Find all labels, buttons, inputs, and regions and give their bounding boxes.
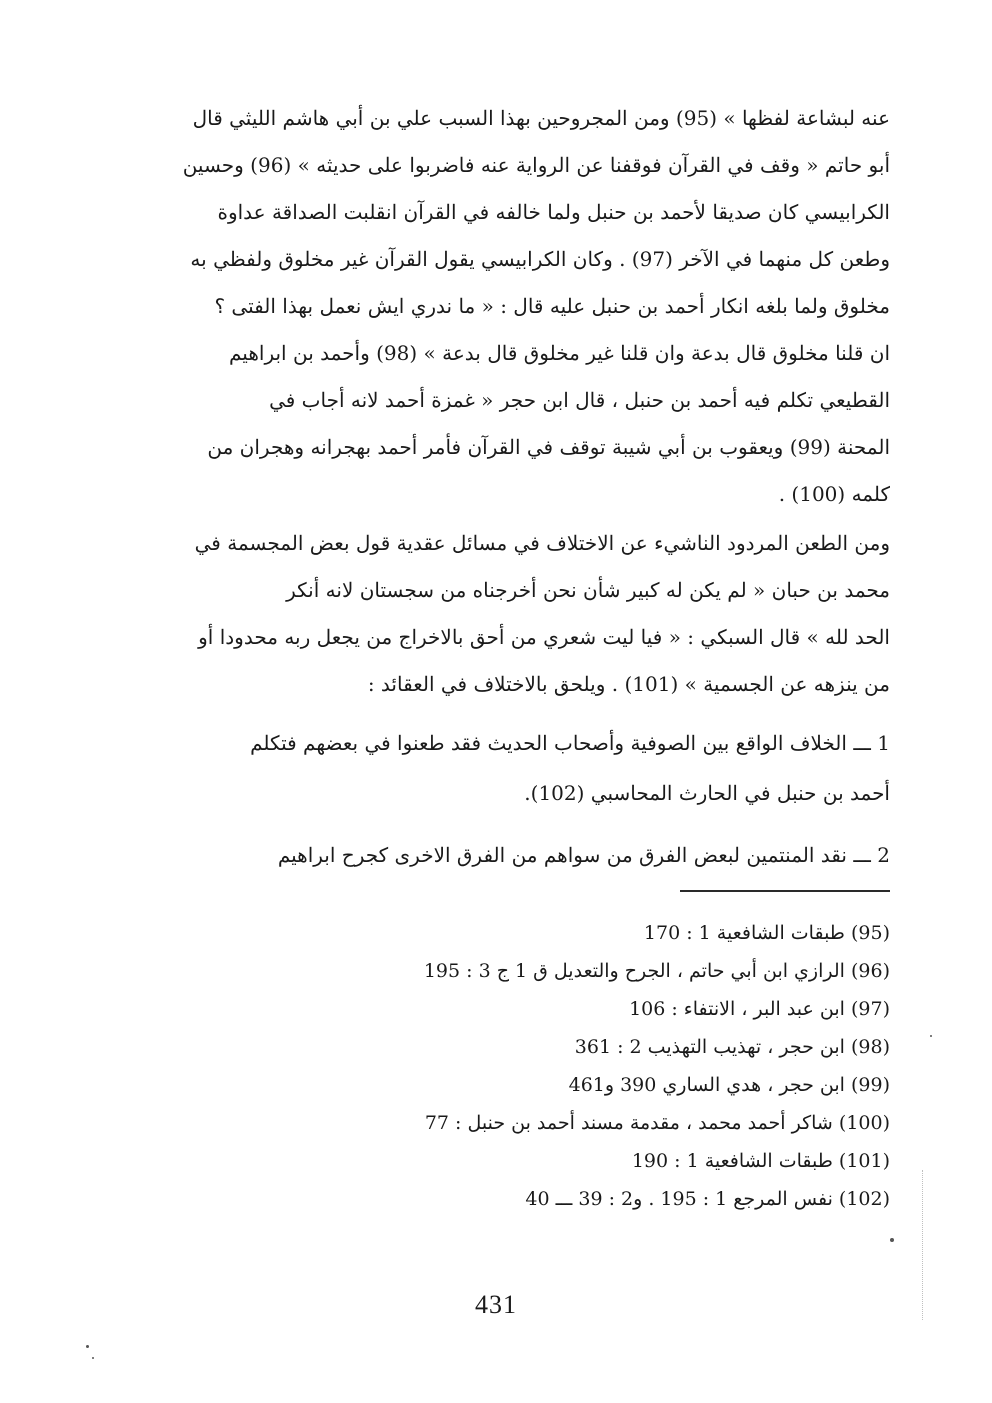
paragraph-2 bbox=[112, 520, 890, 708]
text-line: الحد لله » قال السبكي : « فيا ليت شعري من أحق بالاخراج من يجعل ربه محدودا أو bbox=[198, 625, 890, 649]
text-line: مخلوق ولما بلغه انكار أحمد بن حنبل عليه قال : « ما ندري ايش نعمل بهذا الفتى ؟ bbox=[214, 294, 890, 318]
scan-speck bbox=[86, 1345, 89, 1348]
paragraph-1 bbox=[112, 95, 890, 518]
text-line: محمد بن حبان « لم يكن له كبير شأن نحن أخرجناه من سجستان لانه أنكر bbox=[286, 578, 890, 602]
text-line: الكرابيسي كان صديقا لأحمد بن حنبل ولما خالفه في القرآن انقلبت الصداقة عداوة bbox=[217, 200, 890, 224]
text-line: 2 ـــ نقد المنتمين لبعض الفرق من سواهم من الفرق الاخرى كجرح ابراهيم bbox=[277, 843, 890, 867]
scan-speck bbox=[930, 1035, 932, 1037]
text-line: عنه لبشاعة لفظها » (95) ومن المجروحين بهذا السبب علي بن أبي هاشم الليثي قال bbox=[192, 106, 890, 130]
footnote-97: (97) ابن عبد البر ، الانتفاء : 106 bbox=[629, 998, 890, 1020]
text-line: أبو حاتم « وقف في القرآن فوقفنا عن الرواية عنه فاضربوا على حديثه » (96) وحسين bbox=[182, 153, 890, 177]
text-line: كلمه (100) . bbox=[778, 482, 890, 506]
scan-speck bbox=[890, 1238, 894, 1242]
footnote-separator bbox=[680, 890, 890, 892]
text-line: أحمد بن حنبل في الحارث المحاسبي (102). bbox=[524, 781, 890, 805]
scan-edge-artifact bbox=[922, 1170, 925, 1320]
text-line: القطيعي تكلم فيه أحمد بن حنبل ، قال ابن حجر « غمزة أحمد لانه أجاب في bbox=[269, 388, 890, 412]
list-item-2 bbox=[112, 830, 890, 880]
footnote-100: (100) شاكر أحمد محمد ، مقدمة مسند أحمد بن حنبل : 77 bbox=[424, 1112, 890, 1134]
scan-speck bbox=[92, 1357, 94, 1359]
footnote-96: (96) الرازي ابن أبي حاتم ، الجرح والتعديل ق 1 ج 3 : 195 bbox=[423, 960, 890, 982]
text-line: من ينزهه عن الجسمية » (101) . ويلحق بالاختلاف في العقائد : bbox=[367, 672, 890, 696]
footnote-99: (99) ابن حجر ، هدي الساري 390 و461 bbox=[568, 1074, 890, 1096]
footnote-95: (95) طبقات الشافعية 1 : 170 bbox=[643, 922, 890, 944]
text-line: ومن الطعن المردود الناشيء عن الاختلاف في مسائل عقدية قول بعض المجسمة في bbox=[194, 531, 890, 555]
page-number: 431 bbox=[475, 1290, 517, 1319]
footnote-102: (102) نفس المرجع 1 : 195 . و2 : 39 ـــ 40 bbox=[525, 1188, 890, 1210]
footnotes bbox=[300, 914, 890, 1218]
text-line: 1 ـــ الخلاف الواقع بين الصوفية وأصحاب الحديث فقد طعنوا في بعضهم فتكلم bbox=[250, 731, 890, 755]
text-line: ان قلنا مخلوق قال بدعة وان قلنا غير مخلوق قال بدعة » (98) وأحمد بن ابراهيم bbox=[229, 341, 890, 365]
footnote-101: (101) طبقات الشافعية 1 : 190 bbox=[631, 1150, 890, 1172]
footnote-98: (98) ابن حجر ، تهذيب التهذيب 2 : 361 bbox=[574, 1036, 890, 1058]
text-line: وطعن كل منهما في الآخر (97) . وكان الكرابيسي يقول القرآن غير مخلوق ولفظي به bbox=[190, 247, 890, 271]
list-item-1 bbox=[112, 718, 890, 818]
text-line: المحنة (99) ويعقوب بن أبي شيبة توقف في القرآن فأمر أحمد بهجرانه وهجران من bbox=[207, 435, 890, 459]
